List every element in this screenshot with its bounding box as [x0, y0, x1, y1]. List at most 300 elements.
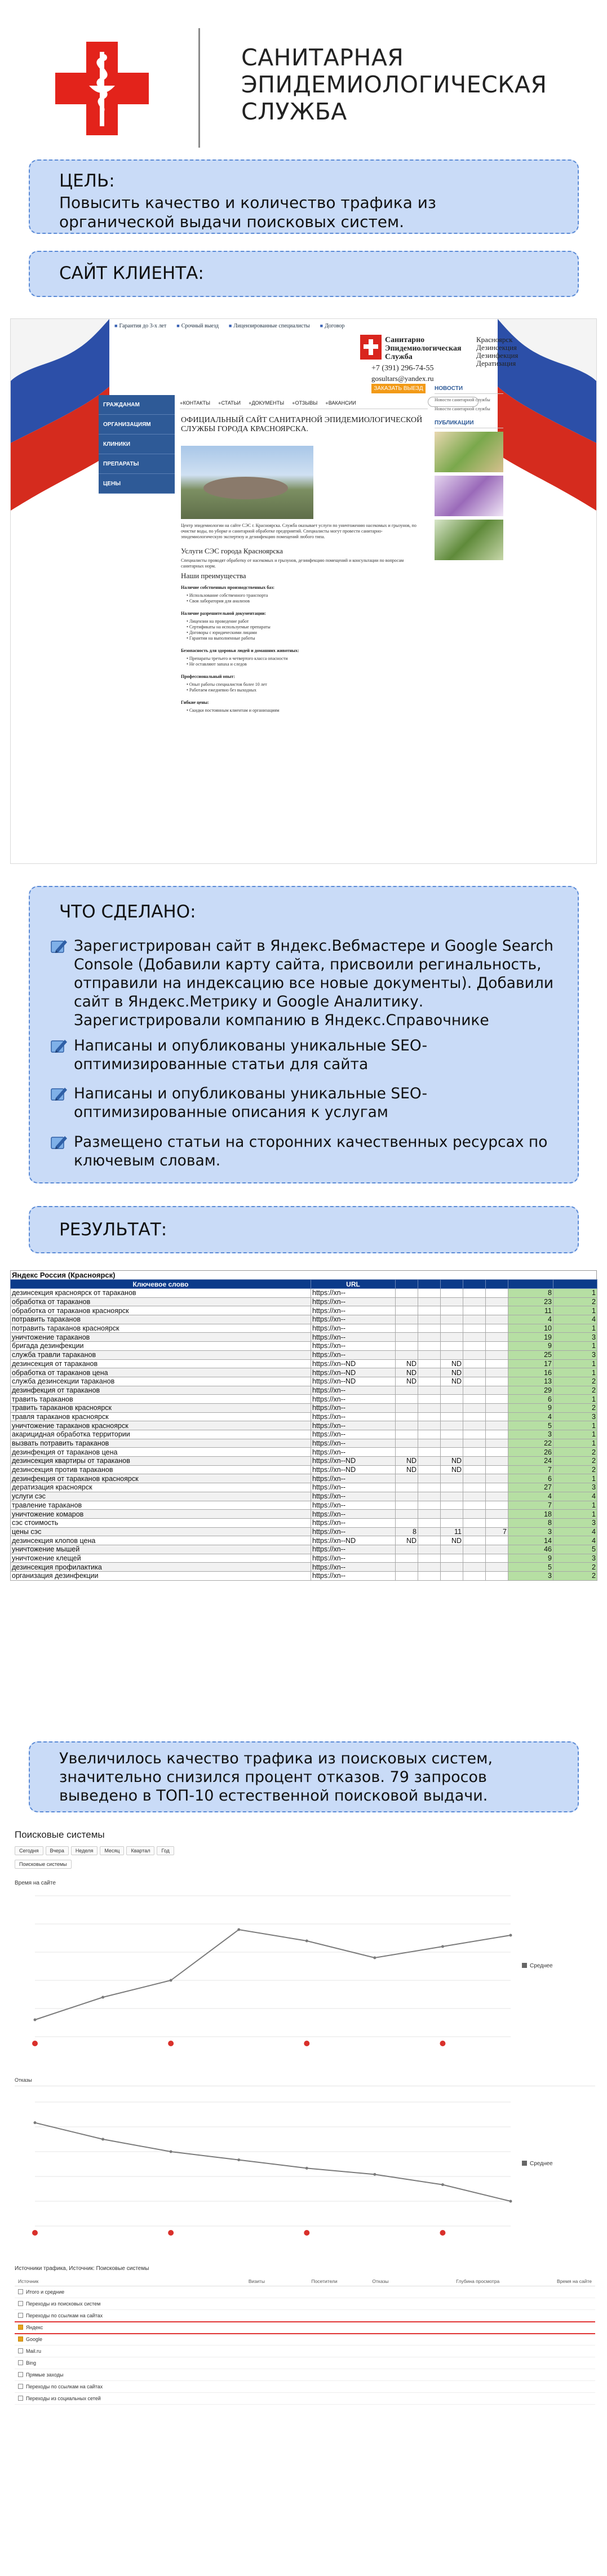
chart-point[interactable] [509, 1934, 512, 1937]
period-tab[interactable]: Месяц [100, 1846, 124, 1855]
ranking-position-cell [418, 1350, 441, 1359]
traffic-value-cell [392, 2322, 503, 2334]
ranking-position-cell [441, 1430, 463, 1439]
ranking-position-cell [396, 1386, 418, 1395]
traffic-row[interactable] [15, 2322, 595, 2334]
period-tab[interactable]: Квартал [126, 1846, 154, 1855]
site-services-title: Услуги СЭС города Красноярска [181, 547, 283, 555]
row-checkbox[interactable] [18, 2289, 23, 2294]
ranking-position-cell [396, 1333, 418, 1342]
ranking-position-cell [418, 1377, 441, 1386]
traffic-source-label: Переходы по ссылкам на сайтах [26, 2312, 103, 2318]
chart-point[interactable] [441, 1945, 444, 1948]
chart-point[interactable] [305, 1940, 308, 1943]
chart-point[interactable] [101, 2138, 104, 2141]
traffic-source-label: Яндекс [26, 2325, 43, 2330]
chart-point[interactable] [34, 2121, 37, 2124]
site-topbar-item: ■ Договор [320, 323, 345, 329]
ranking-position-cell [418, 1483, 441, 1492]
col-date[interactable] [463, 1280, 486, 1289]
ranking-position-cell [418, 1527, 441, 1536]
ranking-position-cell [486, 1501, 508, 1510]
chart-annotation-marker[interactable] [168, 2041, 174, 2046]
chart-point[interactable] [170, 2151, 172, 2153]
ranking-keyword-cell: дезинфекция от тараканов цена [11, 1448, 311, 1457]
traffic-value-cell [392, 2381, 503, 2393]
site-list-item: • Опыт работы специалистов более 10 лет [187, 682, 423, 688]
traffic-source-cell [15, 2357, 217, 2369]
site-menu-item[interactable]: КЛИНИКИ [99, 434, 175, 454]
col-keyword[interactable]: Ключевое слово [11, 1280, 311, 1289]
site-bold-line: Безопасность для здоровья людей и домашних животных: [181, 648, 299, 653]
ranking-position-cell [396, 1395, 418, 1404]
traffic-source-cell [15, 2298, 217, 2310]
ranking-position-cell [463, 1465, 486, 1474]
site-email[interactable]: gosultars@yandex.ru [371, 374, 434, 383]
ranking-position-cell: 1 [553, 1474, 597, 1483]
period-tab[interactable]: Неделя [71, 1846, 98, 1855]
chart-point[interactable] [237, 2158, 240, 2161]
conclusion-callout [29, 1741, 579, 1812]
row-checkbox[interactable] [18, 2336, 23, 2342]
traffic-row[interactable] [15, 2369, 595, 2381]
ranking-position-cell [418, 1536, 441, 1545]
ranking-url-cell[interactable]: https://xn-- [311, 1342, 396, 1351]
ranking-position-cell [463, 1545, 486, 1554]
site-nav [180, 397, 428, 409]
ranking-position-cell: 25 [508, 1350, 553, 1359]
ranking-row [11, 1545, 597, 1554]
traffic-value-cell [341, 2357, 392, 2369]
row-checkbox[interactable] [18, 2360, 23, 2365]
ranking-position-cell [418, 1439, 441, 1448]
ranking-url-cell[interactable]: https://xn-- [311, 1306, 396, 1315]
chart-annotation-marker[interactable] [304, 2041, 309, 2046]
chart-point[interactable] [509, 2200, 512, 2203]
ranking-keyword-cell: травля тараканов красноярск [11, 1412, 311, 1421]
ranking-position-cell: 2 [553, 1386, 597, 1395]
ranking-keyword-cell: уничтожение комаров [11, 1510, 311, 1519]
ranking-row [11, 1359, 597, 1368]
traffic-source-label: Переходы из поисковых систем [26, 2301, 101, 2307]
ranking-url-cell[interactable]: https://xn-- [311, 1545, 396, 1554]
chart-annotation-marker[interactable] [304, 2230, 309, 2236]
ranking-url-cell[interactable]: https://xn--ND [311, 1465, 396, 1474]
ranking-position-cell [486, 1359, 508, 1368]
row-checkbox[interactable] [18, 2325, 23, 2330]
ranking-keyword-cell: дезинсекция профилактика [11, 1563, 311, 1572]
col-date[interactable] [486, 1280, 508, 1289]
traffic-row[interactable] [15, 2298, 595, 2310]
goal-callout [29, 159, 579, 234]
ranking-position-cell [486, 1545, 508, 1554]
done-callout [29, 886, 579, 1183]
ranking-position-cell: ND [396, 1368, 418, 1377]
ranking-position-cell: 4 [508, 1492, 553, 1501]
site-side-title: НОВОСТИ [435, 385, 503, 394]
ranking-position-cell [441, 1395, 463, 1404]
traffic-col-time[interactable]: Время на сайте [503, 2277, 595, 2286]
site-menu-item[interactable]: ОРГАНИЗАЦИЯМ [99, 415, 175, 434]
row-checkbox[interactable] [18, 2301, 23, 2306]
ranking-row [11, 1572, 597, 1581]
site-heading: ОФИЦИАЛЬНЫЙ САЙТ САНИТАРНОЙ ЭПИДЕМИОЛОГИЧЕСКОЙ СЛУЖБЫ ГОРОДА КРАСНОЯРСКА. [181, 416, 423, 433]
ranking-position-cell [396, 1518, 418, 1527]
ranking-position-cell [441, 1439, 463, 1448]
ranking-position-cell [486, 1439, 508, 1448]
ranking-position-cell [441, 1297, 463, 1306]
ranking-position-cell: 8 [508, 1518, 553, 1527]
ranking-url-cell[interactable]: https://xn-- [311, 1403, 396, 1412]
ranking-position-cell [418, 1289, 441, 1298]
traffic-value-cell [503, 2286, 595, 2298]
traffic-value-cell [503, 2334, 595, 2346]
ranking-url-cell[interactable]: https://xn-- [311, 1563, 396, 1572]
ranking-position-cell: 5 [553, 1545, 597, 1554]
ranking-keyword-cell: потравить тараканов красноярск [11, 1324, 311, 1333]
ranking-keyword-cell: служба дезинсекции тараканов [11, 1377, 311, 1386]
ranking-position-cell [441, 1403, 463, 1412]
ranking-position-cell: 2 [553, 1377, 597, 1386]
period-tab[interactable]: Вчера [46, 1846, 69, 1855]
col-date[interactable] [418, 1280, 441, 1289]
ranking-position-cell: 1 [553, 1439, 597, 1448]
site-city-photo [181, 446, 313, 519]
ranking-url-cell[interactable]: https://xn-- [311, 1527, 396, 1536]
chart-annotation-marker[interactable] [440, 2230, 445, 2236]
site-nav-item[interactable]: ● КОНТАКТЫ [180, 400, 210, 406]
traffic-source-cell [15, 2322, 217, 2334]
ranking-url-cell[interactable]: https://xn-- [311, 1518, 396, 1527]
traffic-row[interactable] [15, 2381, 595, 2393]
ranking-position-cell: 1 [553, 1289, 597, 1298]
chart-point[interactable] [373, 2173, 376, 2176]
traffic-row[interactable] [15, 2334, 595, 2346]
ranking-position-cell: 18 [508, 1510, 553, 1519]
ranking-row [11, 1554, 597, 1563]
ranking-url-cell[interactable]: https://xn-- [311, 1483, 396, 1492]
traffic-row[interactable] [15, 2286, 595, 2298]
ranking-position-cell [486, 1377, 508, 1386]
ranking-keyword-cell: сэс стоимость [11, 1518, 311, 1527]
traffic-col-visits[interactable]: Визиты [217, 2277, 268, 2286]
ranking-position-cell [396, 1474, 418, 1483]
ranking-position-cell: ND [396, 1359, 418, 1368]
site-bold-line: Профессиональный опыт: [181, 674, 235, 679]
chart-annotation-marker[interactable] [168, 2230, 174, 2236]
ranking-url-cell[interactable]: https://xn-- [311, 1510, 396, 1519]
ranking-url-cell[interactable]: https://xn-- [311, 1386, 396, 1395]
ranking-position-cell: ND [441, 1368, 463, 1377]
traffic-row[interactable] [15, 2357, 595, 2369]
period-tab[interactable]: Год [157, 1846, 174, 1855]
result-callout [29, 1206, 579, 1253]
ranking-position-cell [396, 1315, 418, 1324]
analytics-period-tabs [15, 1846, 174, 1855]
ranking-position-cell: 3 [508, 1572, 553, 1581]
traffic-value-cell [392, 2357, 503, 2369]
chart-point[interactable] [441, 2183, 444, 2186]
traffic-row[interactable] [15, 2393, 595, 2405]
traffic-value-cell [503, 2346, 595, 2357]
site-side-image[interactable] [435, 432, 503, 472]
ranking-position-cell [418, 1342, 441, 1351]
ranking-position-cell: 9 [508, 1403, 553, 1412]
traffic-col-visitors[interactable]: Посетители [268, 2277, 341, 2286]
ranking-keyword-cell: уничтожение мышей [11, 1545, 311, 1554]
site-side-news[interactable]: Новости санитарной службы [435, 406, 490, 411]
ranking-position-cell [441, 1386, 463, 1395]
ranking-position-cell [418, 1395, 441, 1404]
ranking-position-cell: 17 [508, 1359, 553, 1368]
ranking-row [11, 1536, 597, 1545]
result-title: РЕЗУЛЬТАТ: [59, 1220, 167, 1240]
chart-point[interactable] [101, 1996, 104, 1999]
chart-annotation-marker[interactable] [440, 2041, 445, 2046]
ranking-url-cell[interactable]: https://xn-- [311, 1474, 396, 1483]
ranking-position-cell: 4 [508, 1412, 553, 1421]
col-date[interactable] [396, 1280, 418, 1289]
ranking-position-cell: 1 [553, 1368, 597, 1377]
site-side-news[interactable]: Новости санитарной службы [435, 397, 490, 402]
traffic-value-cell [503, 2322, 595, 2334]
traffic-value-cell [503, 2393, 595, 2405]
ranking-keyword-cell: дезинсекция клопов цена [11, 1536, 311, 1545]
traffic-source-cell [15, 2346, 217, 2357]
ranking-keyword-cell: потравить тараканов [11, 1315, 311, 1324]
ranking-position-cell [418, 1333, 441, 1342]
ranking-position-cell [418, 1501, 441, 1510]
ranking-url-cell[interactable]: https://xn-- [311, 1324, 396, 1333]
ranking-position-cell: 22 [508, 1439, 553, 1448]
pencil-note-icon [50, 1038, 68, 1054]
ranking-position-cell [463, 1377, 486, 1386]
ranking-position-cell [418, 1315, 441, 1324]
ranking-row [11, 1306, 597, 1315]
chart-point[interactable] [237, 1928, 240, 1931]
traffic-col-depth[interactable]: Глубина просмотра [392, 2277, 503, 2286]
ranking-position-cell [486, 1448, 508, 1457]
chart-point[interactable] [305, 2167, 308, 2170]
ranking-url-cell[interactable]: https://xn-- [311, 1412, 396, 1421]
ranking-position-cell [396, 1421, 418, 1430]
traffic-value-cell [217, 2310, 268, 2322]
ranking-position-cell [463, 1430, 486, 1439]
col-date[interactable] [508, 1280, 553, 1289]
row-checkbox[interactable] [18, 2396, 23, 2401]
ranking-position-cell: 1 [553, 1421, 597, 1430]
ranking-region-heading: Яндекс Россия (Красноярск) [10, 1270, 597, 1279]
ranking-position-cell [463, 1457, 486, 1466]
page-title: САНИТАРНАЯ ЭПИДЕМИОЛОГИЧЕСКАЯ СЛУЖБА [241, 44, 547, 125]
site-services-text: Специалисты проводят обработку от насекомых и грызунов, дезинфекцию помещений и консультации по вопросам санитарных норм. [181, 558, 404, 569]
ranking-position-cell [486, 1474, 508, 1483]
site-topbar [107, 319, 502, 332]
traffic-value-cell [268, 2334, 341, 2346]
ranking-position-cell [463, 1439, 486, 1448]
ranking-url-cell[interactable]: https://xn-- [311, 1439, 396, 1448]
ranking-position-cell [463, 1403, 486, 1412]
ranking-position-cell: 2 [553, 1403, 597, 1412]
ranking-url-cell[interactable]: https://xn-- [311, 1333, 396, 1342]
ranking-position-cell: 11 [441, 1527, 463, 1536]
site-menu-item[interactable]: ГРАЖДАНАМ [99, 395, 175, 415]
ranking-position-cell [396, 1306, 418, 1315]
ranking-position-cell: 1 [553, 1501, 597, 1510]
traffic-value-cell [503, 2298, 595, 2310]
ranking-url-cell[interactable]: https://xn-- [311, 1448, 396, 1457]
ranking-position-cell [418, 1572, 441, 1581]
ranking-position-cell: 11 [508, 1306, 553, 1315]
chart-point[interactable] [170, 1979, 172, 1982]
ranking-keyword-cell: дезинфекция от тараканов [11, 1386, 311, 1395]
ranking-position-cell: 5 [508, 1421, 553, 1430]
ranking-position-cell [396, 1342, 418, 1351]
ranking-url-cell[interactable]: https://xn-- [311, 1492, 396, 1501]
site-menu-item[interactable]: ПРЕПАРАТЫ [99, 454, 175, 474]
site-nav-item[interactable]: ● ОТЗЫВЫ [292, 400, 317, 406]
ranking-row [11, 1324, 597, 1333]
ranking-position-cell [418, 1545, 441, 1554]
row-checkbox[interactable] [18, 2313, 23, 2318]
ranking-position-cell: 6 [508, 1474, 553, 1483]
ranking-position-cell: 46 [508, 1545, 553, 1554]
row-checkbox[interactable] [18, 2372, 23, 2377]
traffic-source-cell [15, 2310, 217, 2322]
ranking-position-cell [396, 1572, 418, 1581]
ranking-url-cell[interactable]: https://xn-- [311, 1350, 396, 1359]
traffic-value-cell [503, 2357, 595, 2369]
ranking-keyword-cell: дезинсекция красноярск от тараканов [11, 1289, 311, 1298]
ranking-position-cell [418, 1518, 441, 1527]
site-phone[interactable]: +7 (391) 296-74-55 [371, 364, 434, 373]
ranking-row [11, 1527, 597, 1536]
site-side-image[interactable] [435, 476, 503, 516]
site-nav-item[interactable]: ● СТАТЬИ [218, 400, 241, 406]
traffic-row[interactable] [15, 2346, 595, 2357]
ranking-position-cell [418, 1359, 441, 1368]
ranking-position-cell: ND [396, 1377, 418, 1386]
chart-point[interactable] [34, 2019, 37, 2021]
traffic-source-label: Переходы из социальных сетей [26, 2396, 101, 2401]
ranking-keyword-cell: цены сэс [11, 1527, 311, 1536]
ranking-url-cell[interactable]: https://xn-- [311, 1315, 396, 1324]
ranking-position-cell [463, 1527, 486, 1536]
site-order-button[interactable]: ЗАКАЗАТЬ ВЫЕЗД [371, 384, 426, 393]
ranking-position-cell: 7 [486, 1527, 508, 1536]
traffic-value-cell [341, 2298, 392, 2310]
ranking-keyword-cell: дезинсекция против тараканов [11, 1465, 311, 1474]
row-checkbox[interactable] [18, 2348, 23, 2353]
traffic-value-cell [341, 2381, 392, 2393]
site-nav-item[interactable]: ● ДОКУМЕНТЫ [249, 400, 284, 406]
ranking-position-cell [441, 1554, 463, 1563]
ranking-url-cell[interactable]: https://xn-- [311, 1297, 396, 1306]
ranking-position-cell [486, 1536, 508, 1545]
site-intro-text: Центр эпидемиологии на сайте СЭС г. Красноярска. Служба оказывает услуги по уничтожению насекомых и грызунов, по очистке воды, по уборке и санитарной обработке предприятий. Специалисты могут провести санитарно-эпидемиологическую экспертизу и дезинфекцию помещений любого типа. [181, 523, 417, 539]
ranking-url-cell[interactable]: https://xn-- [311, 1430, 396, 1439]
ranking-position-cell: 1 [553, 1359, 597, 1368]
ranking-url-cell[interactable]: https://xn-- [311, 1289, 396, 1298]
conclusion-text: Увеличилось качество трафика из поисковых систем, значительно снизился процент отказов. 79 запросов выведено в ТОП-10 естественной поисковой выдачи. [59, 1750, 493, 1804]
ranking-url-cell[interactable]: https://xn--ND [311, 1377, 396, 1386]
traffic-value-cell [392, 2310, 503, 2322]
ranking-position-cell: 2 [553, 1465, 597, 1474]
ranking-row [11, 1289, 597, 1298]
ranking-row [11, 1412, 597, 1421]
ranking-row [11, 1377, 597, 1386]
ranking-url-cell[interactable]: https://xn--ND [311, 1536, 396, 1545]
chart-point[interactable] [373, 1957, 376, 1959]
ranking-position-cell [463, 1333, 486, 1342]
traffic-row[interactable] [15, 2310, 595, 2322]
ranking-url-cell[interactable]: https://xn-- [311, 1395, 396, 1404]
traffic-value-cell [268, 2346, 341, 2357]
bounce-rate-chart [15, 2095, 561, 2242]
traffic-col-bounce[interactable]: Отказы [341, 2277, 392, 2286]
header-divider [198, 28, 200, 148]
ranking-position-cell: 10 [508, 1324, 553, 1333]
period-tab[interactable]: Сегодня [15, 1846, 43, 1855]
ranking-position-cell: 24 [508, 1457, 553, 1466]
done-item [50, 1133, 557, 1170]
page-header [0, 0, 607, 148]
traffic-source-label: Bing [26, 2360, 37, 2366]
col-date[interactable] [553, 1280, 597, 1289]
ranking-row [11, 1510, 597, 1519]
chart-annotation-marker[interactable] [32, 2041, 38, 2046]
ranking-position-cell: 8 [508, 1289, 553, 1298]
ranking-position-cell [463, 1563, 486, 1572]
ranking-position-cell: 1 [553, 1430, 597, 1439]
segment-filter[interactable]: Поисковые системы [15, 1860, 72, 1869]
traffic-col-source[interactable]: Источник [15, 2277, 217, 2286]
chart-annotation-marker[interactable] [32, 2230, 38, 2236]
ranking-row [11, 1386, 597, 1395]
ranking-position-cell [441, 1342, 463, 1351]
done-title: ЧТО СДЕЛАНО: [59, 902, 196, 922]
site-menu-item[interactable]: ЦЕНЫ [99, 474, 175, 494]
ranking-url-cell[interactable]: https://xn-- [311, 1421, 396, 1430]
ranking-position-cell: 16 [508, 1368, 553, 1377]
ranking-position-cell [418, 1448, 441, 1457]
ranking-position-cell [486, 1289, 508, 1298]
traffic-source-label: Итого и средние [26, 2289, 65, 2295]
traffic-value-cell [268, 2381, 341, 2393]
ranking-url-cell[interactable]: https://xn--ND [311, 1457, 396, 1466]
ranking-position-cell: 14 [508, 1536, 553, 1545]
ranking-url-cell[interactable]: https://xn-- [311, 1554, 396, 1563]
ranking-position-cell: 9 [508, 1342, 553, 1351]
site-side-image[interactable] [435, 520, 503, 560]
goal-text: Повысить качество и количество трафика из органической выдачи поисковых систем. [59, 193, 436, 231]
row-checkbox[interactable] [18, 2384, 23, 2389]
col-date[interactable] [441, 1280, 463, 1289]
site-list-item: • Сертификаты на используемые препараты [187, 624, 423, 630]
traffic-value-cell [268, 2310, 341, 2322]
client-site-callout [29, 251, 579, 297]
col-url[interactable]: URL [311, 1280, 396, 1289]
ranking-url-cell[interactable]: https://xn--ND [311, 1359, 396, 1368]
site-nav-item[interactable]: ● ВАКАНСИИ [325, 400, 356, 406]
ranking-url-cell[interactable]: https://xn--ND [311, 1368, 396, 1377]
traffic-value-cell [392, 2369, 503, 2381]
ranking-row [11, 1421, 597, 1430]
ranking-url-cell[interactable]: https://xn-- [311, 1572, 396, 1581]
ranking-position-cell: 1 [553, 1342, 597, 1351]
ranking-url-cell[interactable]: https://xn-- [311, 1501, 396, 1510]
ranking-row [11, 1439, 597, 1448]
